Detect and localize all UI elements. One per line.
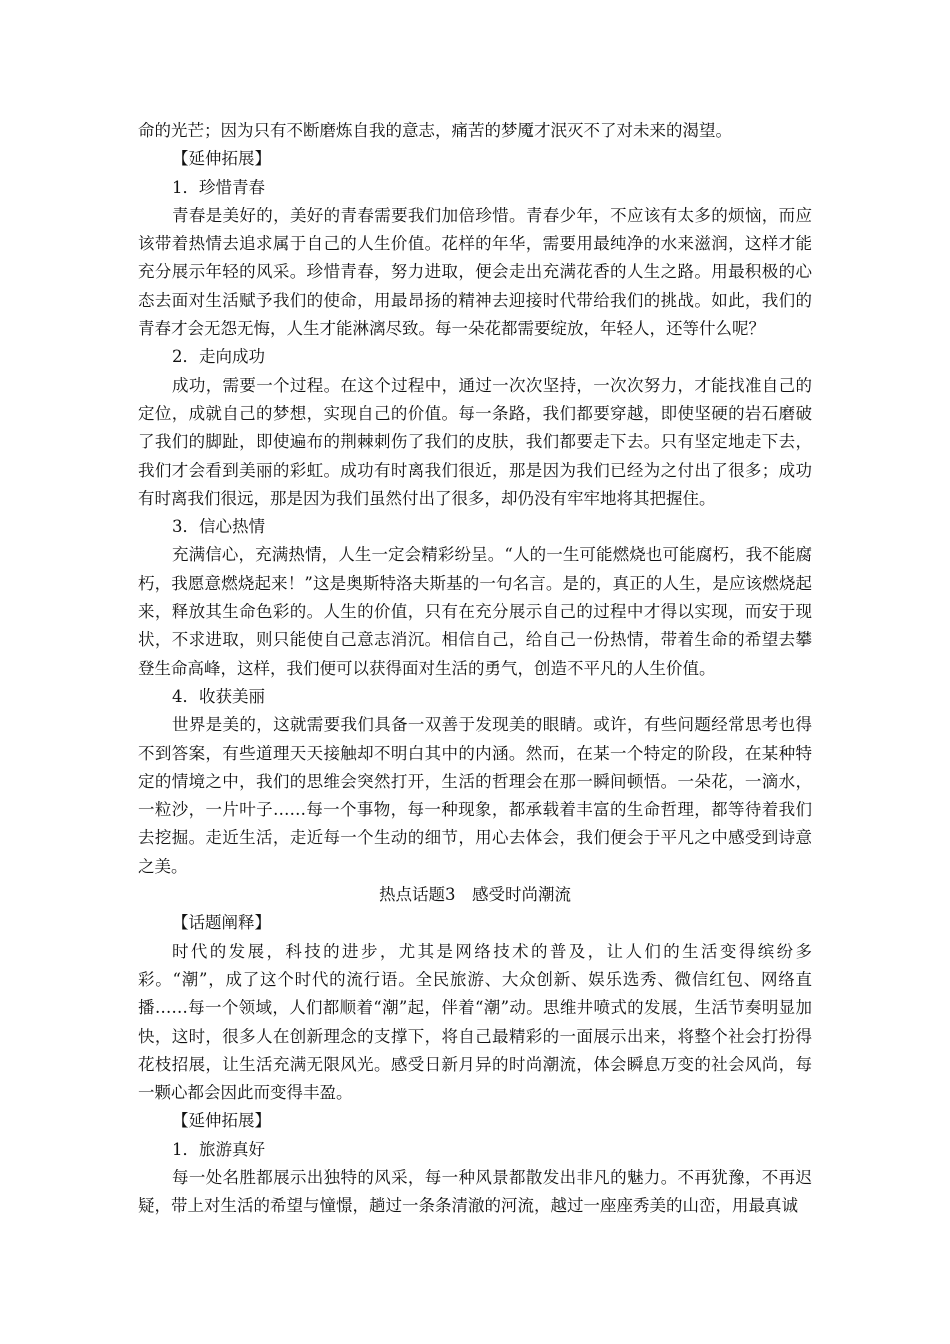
- paragraph-harvest-beauty: 世界是美的，这就需要我们具备一双善于发现美的眼睛。或许，有些问题经常思考也得不到答案，有些道理天天接触却不明白其中的内涵。然而，在某一个特定的阶段，在某种特定的情境之中，我们的思维会突然打开，生活的哲理会在那一瞬间顿悟。一朵花，一滴水，一粒沙，一片叶子……每一个事物，每一种现象，都承载着丰富的生命哲理，都等待着我们去挖掘。走近生活，走近每一个生动的细节，用心去体会，我们便会于平凡之中感受到诗意之美。: [138, 715, 812, 876]
- section-heading-extension-2: 【延伸拓展】: [172, 1111, 271, 1131]
- paragraph-travel: 每一处名胜都展示出独特的风采，每一种风景都散发出非凡的魅力。不再犹豫，不再迟疑，带上对生活的希望与憧憬，趟过一条条清澈的河流，越过一座座秀美的山峦，用最真诚: [138, 1167, 812, 1216]
- paragraph-toward-success: 成功，需要一个过程。在这个过程中，通过一次次坚持，一次次努力，才能找准自己的定位，成就自己的梦想，实现自己的价值。每一条路，我们都要穿越，即使坚硬的岩石磨破了我们的脚趾，即使遍布的荆棘刺伤了我们的皮肤，我们都要走下去。只有坚定地走下去，我们才会看到美丽的彩虹。成功有时离我们很近，那是因为我们已经为之付出了很多；成功有时离我们很远，那是因为我们虽然付出了很多，却仍没有牢牢地将其把握住。: [138, 375, 812, 508]
- section-heading-extension: 【延伸拓展】: [172, 149, 271, 169]
- document-page: [138, 117, 812, 1221]
- subheading-toward-success: 2．走向成功: [172, 347, 265, 367]
- subheading-travel: 1．旅游真好: [172, 1139, 265, 1159]
- topic-title: 热点话题3 感受时尚潮流: [379, 885, 571, 905]
- subheading-cherish-youth: 1．珍惜青春: [172, 177, 265, 197]
- subheading-harvest-beauty: 4．收获美丽: [172, 686, 265, 706]
- paragraph-confidence-passion: 充满信心，充满热情，人生一定会精彩纷呈。“人的一生可能燃烧也可能腐朽，我不能腐朽，我愿意燃烧起来！”这是奥斯特洛夫斯基的一句名言。是的，真正的人生，是应该燃烧起来，释放其生命色彩的。人生的价值，只有在充分展示自己的过程中才得以实现，而安于现状，不求进取，则只能使自己意志消沉。相信自己，给自己一份热情，带着生命的希望去攀登生命高峰，这样，我们便可以获得面对生活的勇气，创造不平凡的人生价值。: [138, 545, 812, 678]
- paragraph-continuation: 命的光芒；因为只有不断磨炼自我的意志，痛苦的梦魇才泯灭不了对未来的渴望。: [138, 121, 732, 140]
- subheading-confidence-passion: 3．信心热情: [172, 517, 265, 537]
- paragraph-topic-explanation: 时代的发展，科技的进步，尤其是网络技术的普及，让人们的生活变得缤纷多彩。“潮”，成了这个时代的流行语。全民旅游、大众创新、娱乐选秀、微信红包、网络直播……每一个领域，人们都顺着“潮”起，伴着“潮”动。思维井喷式的发展，生活节奏明显加快，这时，很多人在创新理念的支撑下，将自己最精彩的一面展示出来，将整个社会打扮得花枝招展，让生活充满无限风光。感受日新月异的时尚潮流，体会瞬息万变的社会风尚，每一颗心都会因此而变得丰盈。: [138, 941, 812, 1103]
- paragraph-cherish-youth: 青春是美好的，美好的青春需要我们加倍珍惜。青春少年，不应该有太多的烦恼，而应该带着热情去追求属于自己的人生价值。花样的年华，需要用最纯净的水来滋润，这样才能充分展示年轻的风采。珍惜青春，努力进取，便会走出充满花香的人生之路。用最积极的心态去面对生活赋予我们的使命，用最昂扬的精神去迎接时代带给我们的挑战。如此，我们的青春才会无怨无悔，人生才能淋漓尽致。每一朵花都需要绽放，年轻人，还等什么呢？: [138, 205, 812, 339]
- section-heading-topic-explanation: 【话题阐释】: [172, 913, 271, 933]
